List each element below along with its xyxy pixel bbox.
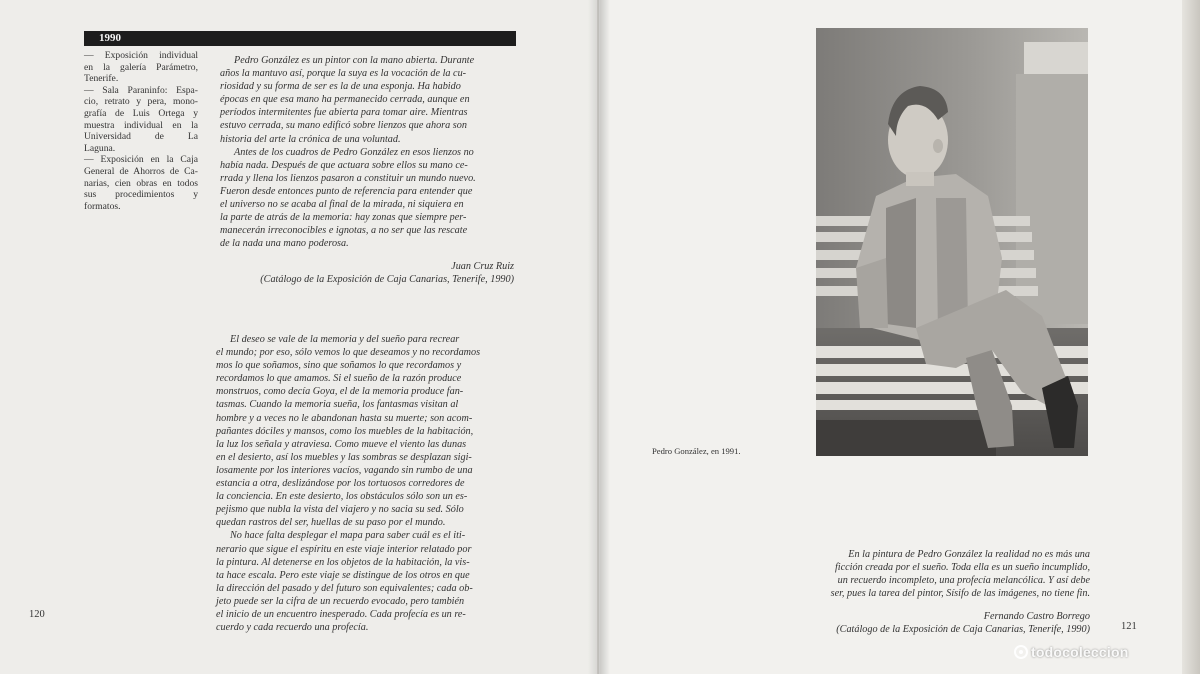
book-gutter bbox=[588, 0, 610, 674]
exhibition-line: sus procedimientos y bbox=[84, 189, 198, 201]
page-edge bbox=[1182, 0, 1200, 674]
portrait-photo bbox=[816, 28, 1088, 456]
text-line: la luz los señala y atraviesa. Como mueve el viento las dunas bbox=[216, 438, 467, 450]
signature-fernando-castro bbox=[786, 610, 1090, 636]
exhibition-line: — Exposición en la Caja bbox=[84, 154, 198, 166]
text-line: recordamos lo que amamos. Si el sueño de la razón produce bbox=[216, 373, 462, 385]
text-line: pejismo que nubla la vista del viajero y no sacia su sed. Sólo bbox=[216, 504, 464, 516]
text-line: un recuerdo incompleto, una profecía melancólica. Y así debe bbox=[837, 575, 1090, 587]
text-line: riosidad y su forma de ser es la de una esponja. Ha habido bbox=[220, 81, 461, 93]
text-line: períodos intermitentes fue abierta para tomar aire. Mientras bbox=[220, 107, 468, 119]
text-line: nerario que sigue el espíritu en este viaje interior relatado por bbox=[216, 543, 472, 555]
text-line: monstruos, como decía Goya, el de la memoria produce fan- bbox=[216, 386, 464, 398]
text-line: el inicio de un encuentro inesperado. Cada profecía es un re- bbox=[216, 608, 466, 620]
text-line: pañantes dóciles y mansos, como los muebles de la habitación, bbox=[216, 425, 474, 437]
text-line: la conciencia. En este desierto, los obstáculos sólo son un es- bbox=[216, 491, 468, 503]
text-line: Antes de los cuadros de Pedro González en esos lienzos no bbox=[234, 146, 474, 158]
exhibition-line: cio, retrato y pera, mono- bbox=[84, 96, 198, 108]
text-line: había nada. Después de que actuara sobre ellos su mano ce- bbox=[220, 159, 468, 171]
essay-memoria bbox=[216, 333, 516, 634]
text-line: ser, pues la tarea del pintor, Sísifo de las imágenes, no tiene fin. bbox=[830, 588, 1090, 600]
exhibition-line: Universidad de La bbox=[84, 131, 198, 143]
text-line: en el desierto, así los muebles y las sombras se desplazan sigi- bbox=[216, 451, 472, 463]
exhibition-line: — Sala Paraninfo: Espa- bbox=[84, 84, 198, 96]
exhibition-line: muestra individual en la bbox=[84, 119, 198, 131]
watermark-text: todocoleccion bbox=[1031, 644, 1129, 660]
signature-author: Fernando Castro Borrego bbox=[983, 611, 1090, 622]
text-line: años la mantuvo así, porque la suya es la vocación de la cu- bbox=[220, 68, 467, 80]
signature-author: Juan Cruz Ruiz bbox=[451, 261, 514, 272]
signature-source: (Catálogo de la Exposición de Caja Canarias, Tenerife, 1990) bbox=[836, 624, 1090, 636]
text-line: épocas en que esa mano ha permanecido cerrada, aunque en bbox=[220, 94, 470, 106]
text-line: ficción creada por el sueño. Toda ella es un sueño incumplido, bbox=[834, 562, 1090, 574]
exhibition-line: narias, cien obras en todos bbox=[84, 177, 198, 189]
text-line: mos lo que soñamos, sino que soñamos lo que recordamos y bbox=[216, 360, 462, 372]
text-line: En la pintura de Pedro González la realidad no es más una bbox=[848, 549, 1090, 560]
text-line: estuvo cerrada, su mano edificó sobre lienzos que ahora son bbox=[220, 120, 467, 132]
text-line: Pedro González es un pintor con la mano abierta. Durante bbox=[234, 55, 475, 66]
quote-juan-cruz bbox=[220, 54, 516, 250]
exhibition-line: Tenerife. bbox=[84, 73, 119, 85]
quote-fernando-castro bbox=[810, 548, 1090, 600]
text-line: quedan rastros del ser, huellas de su paso por el mundo. bbox=[216, 517, 446, 529]
text-line: la dirección del pasado y del futuro son equivalentes; cada ob- bbox=[216, 582, 473, 594]
year-heading: 1990 bbox=[84, 31, 516, 46]
text-line: el mundo; por eso, sólo vemos lo que deseamos y no recordamos bbox=[216, 347, 481, 359]
exhibition-line: Laguna. bbox=[84, 142, 116, 154]
page-number-left: 120 bbox=[29, 609, 45, 620]
text-line: la pintura. Al detenerse en los objetos de la habitación, la vis- bbox=[216, 556, 470, 568]
text-line: hombre y a veces no le abandonan hasta su muerte; son acom- bbox=[216, 412, 473, 424]
text-line: tasmas. Cuando la memoria sueña, los fantasmas visitan al bbox=[216, 399, 459, 411]
exhibitions-list bbox=[84, 50, 198, 212]
watermark bbox=[1014, 644, 1129, 660]
text-line: El deseo se vale de la memoria y del sueño para recrear bbox=[230, 334, 460, 345]
page-number-right: 121 bbox=[1121, 621, 1137, 632]
photo-caption: Pedro González, en 1991. bbox=[652, 446, 741, 456]
text-line: la parte de atrás de la memoria: hay zonas que siempre per- bbox=[220, 212, 467, 224]
text-line: manecerán irreconocibles e ignotas, a no ser que las rescate bbox=[220, 225, 468, 237]
text-line: rrada y llena los lienzos pasaron a constituir un mundo nuevo. bbox=[220, 172, 476, 184]
text-line: cuerdo y cada recuerdo una profecía. bbox=[216, 622, 369, 634]
exhibition-line: grafía de Luis Ortega y bbox=[84, 107, 198, 119]
text-line: No hace falta desplegar el mapa para saber cuál es el iti- bbox=[230, 530, 466, 542]
text-line: estancia a otra, deslizándose por los tortuosos corredores de bbox=[216, 478, 465, 490]
exhibition-line: General de Ahorros de Ca- bbox=[84, 165, 198, 177]
text-line: historia del arte la crónica de una voluntad. bbox=[220, 133, 401, 145]
exhibition-line: en la galería Parámetro, bbox=[84, 61, 198, 73]
exhibition-line: — Exposición individual bbox=[84, 50, 198, 61]
text-line: ta hace escala. Pero este viaje se distingue de los otros en que bbox=[216, 569, 470, 581]
text-line: de la nada una mano poderosa. bbox=[220, 238, 349, 250]
left-page bbox=[0, 0, 597, 674]
exhibition-line: formatos. bbox=[84, 200, 121, 212]
todocoleccion-logo-icon bbox=[1014, 645, 1028, 659]
signature-juan-cruz bbox=[214, 260, 514, 286]
text-line: losamente por los interiores vacíos, vagando sin rumbo de una bbox=[216, 464, 473, 476]
signature-source: (Catálogo de la Exposición de Caja Canarias, Tenerife, 1990) bbox=[260, 274, 514, 286]
text-line: el universo no se acaba al final de la mirada, ni siquiera en bbox=[220, 199, 464, 211]
text-line: jeto puede ser la cifra de un recuerdo evocado, pero también bbox=[216, 595, 465, 607]
text-line: Fueron desde entonces punto de referencia para entender que bbox=[220, 185, 473, 197]
